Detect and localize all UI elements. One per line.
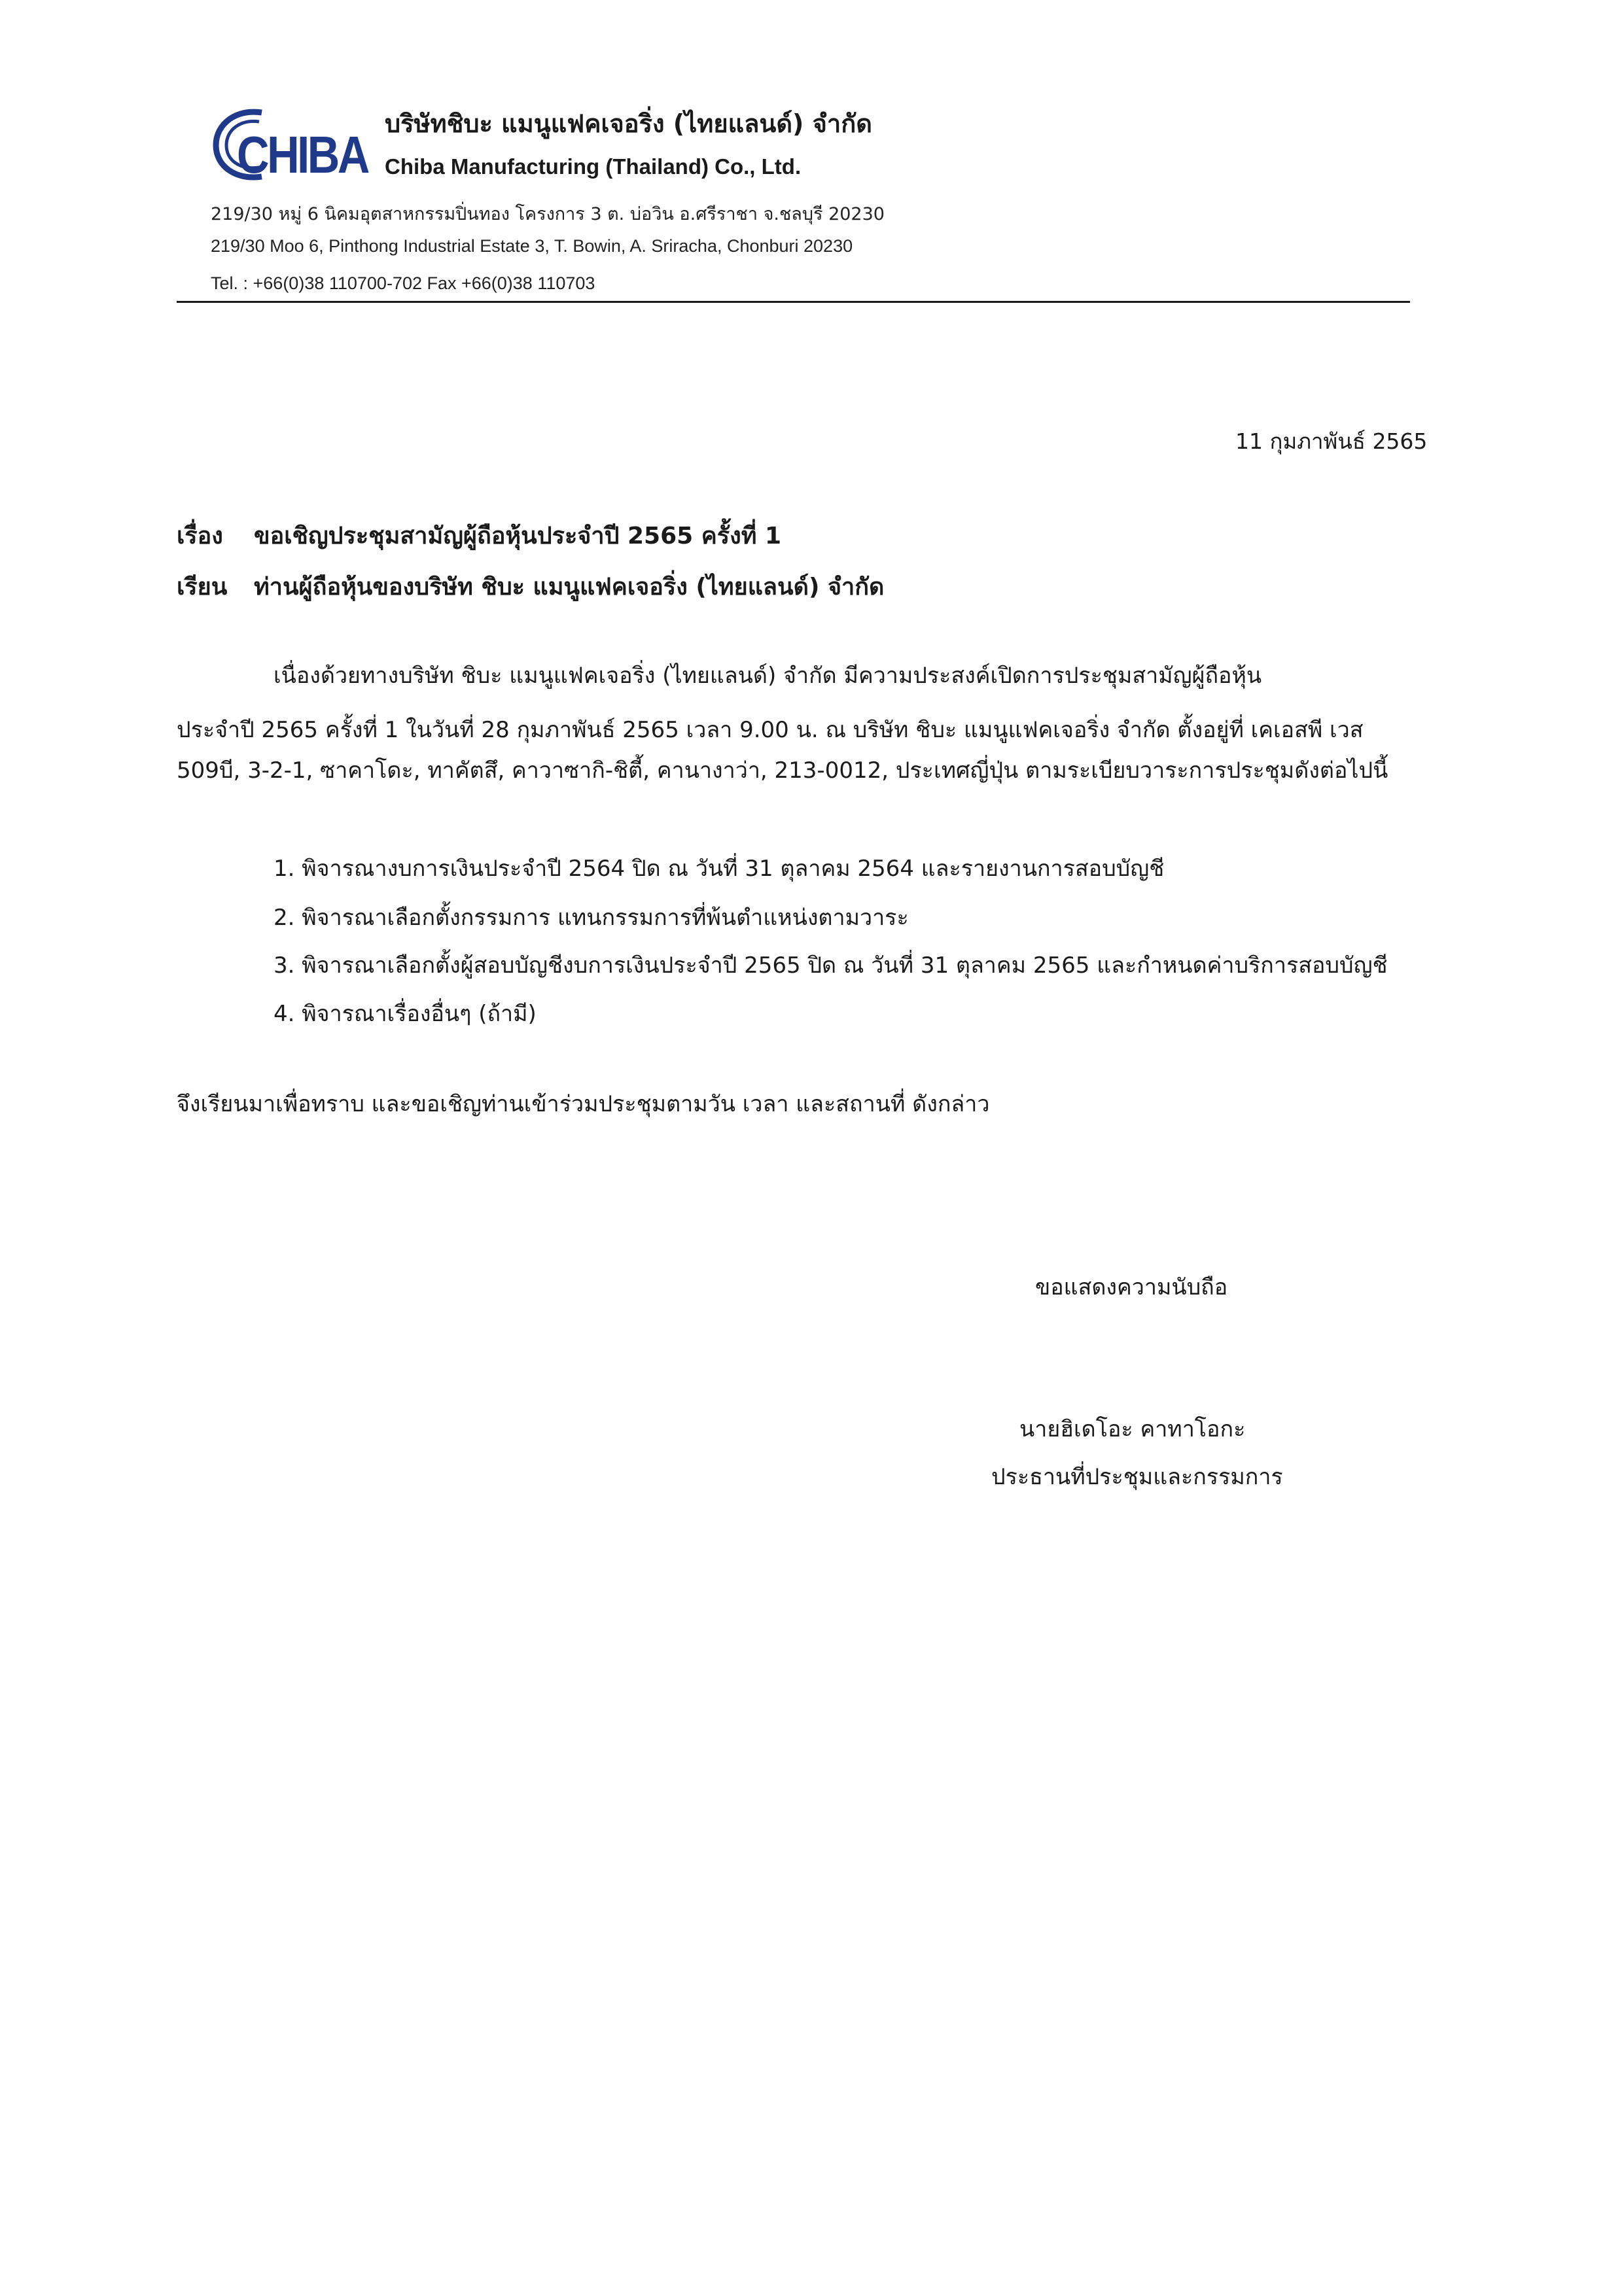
recipient-label: เรียน bbox=[177, 574, 228, 600]
subject-text: ขอเชิญประชุมสามัญผู้ถือหุ้นประจำปี 2565 ครั้งที่ 1 bbox=[254, 523, 782, 549]
agenda-item: 4. พิจารณาเรื่องอื่นๆ (ถ้ามี) bbox=[274, 1001, 537, 1027]
complimentary-close: ขอแสดงความนับถือ bbox=[1035, 1274, 1228, 1300]
tel-fax: Tel. : +66(0)38 110700-702 Fax +66(0)38 110703 bbox=[211, 273, 595, 293]
agenda-item: 2. พิจารณาเลือกตั้งกรรมการ แทนกรรมการที่พ้นตำแหน่งตามวาระ bbox=[274, 905, 909, 931]
signer-title: ประธานที่ประชุมและกรรมการ bbox=[991, 1464, 1283, 1490]
subject-label: เรื่อง bbox=[177, 523, 223, 549]
agenda-item: 1. พิจารณางบการเงินประจำปี 2564 ปิด ณ วันที่ 31 ตุลาคม 2564 และรายงานการสอบบัญชี bbox=[274, 856, 1165, 882]
address-th: 219/30 หมู่ 6 นิคมอุตสาหกรรมปิ่นทอง โครงการ 3 ต. บ่อวิน อ.ศรีราชา จ.ชลบุรี 20230 bbox=[211, 204, 885, 224]
closing-sentence: จึงเรียนมาเพื่อทราบ และขอเชิญท่านเข้าร่วมประชุมตามวัน เวลา และสถานที่ ดังกล่าว bbox=[177, 1091, 990, 1117]
recipient-line bbox=[177, 568, 884, 605]
body-paragraph-line-3: 509บี, 3-2-1, ซาคาโดะ, ทาคัตสึ, คาวาซากิ-ชิตี้, คานางาว่า, 213-0012, ประเทศญี่ปุ่น ตามระเบียบวาระการประชุมดังต่อไปนี้ bbox=[177, 757, 1388, 784]
company-name-en: Chiba Manufacturing (Thailand) Co., Ltd. bbox=[385, 154, 802, 179]
subject-line bbox=[177, 517, 781, 554]
body-paragraph-line-2: ประจำปี 2565 ครั้งที่ 1 ในวันที่ 28 กุมภาพันธ์ 2565 เวลา 9.00 น. ณ บริษัท ชิบะ แมนูแฟคเจอริ่ง จำกัด ตั้งอยู่ที่ เคเอสพี เวส bbox=[177, 717, 1364, 743]
body-paragraph-line-1: เนื่องด้วยทางบริษัท ชิบะ แมนูแฟคเจอริ่ง (ไทยแลนด์) จำกัด มีความประสงค์เปิดการประชุมสามัญผู้ถือหุ้น bbox=[274, 663, 1262, 689]
letter-date: 11 กุมภาพันธ์ 2565 bbox=[1235, 428, 1428, 454]
address-en: 219/30 Moo 6, Pinthong Industrial Estate 3, T. Bowin, A. Sriracha, Chonburi 20230 bbox=[211, 236, 853, 256]
signer-name: นายฮิเดโอะ คาทาโอกะ bbox=[1019, 1416, 1246, 1442]
agenda-item: 3. พิจารณาเลือกตั้งผู้สอบบัญชีงบการเงินประจำปี 2565 ปิด ณ วันที่ 31 ตุลาคม 2565 และกำหนดค่าบริการสอบบัญชี bbox=[274, 952, 1388, 979]
company-name-th: บริษัทชิบะ แมนูแฟคเจอริ่ง (ไทยแลนด์) จำกัด bbox=[385, 109, 872, 138]
letterhead-divider bbox=[177, 301, 1410, 303]
recipient-text: ท่านผู้ถือหุ้นของบริษัท ชิบะ แมนูแฟคเจอริ่ง (ไทยแลนด์) จำกัด bbox=[254, 574, 885, 600]
company-logo bbox=[211, 105, 374, 183]
logo-wordmark: CHIBA bbox=[237, 126, 369, 183]
